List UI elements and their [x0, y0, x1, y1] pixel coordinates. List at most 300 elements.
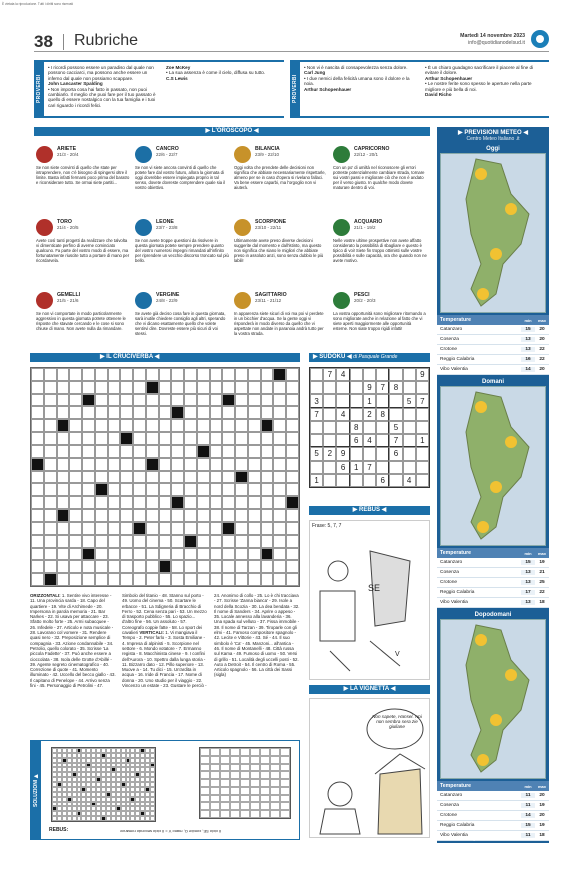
sudoku-cell[interactable] [336, 434, 349, 447]
crossword-cell[interactable] [197, 509, 210, 522]
sudoku-cell[interactable]: 1 [416, 434, 429, 447]
crossword-cell[interactable] [57, 522, 70, 535]
crossword-cell[interactable] [197, 458, 210, 471]
crossword-cell[interactable] [146, 471, 159, 484]
crossword-cell[interactable] [146, 560, 159, 573]
crossword-cell[interactable] [273, 548, 286, 561]
crossword-cell[interactable] [171, 509, 184, 522]
crossword-cell[interactable] [82, 368, 95, 381]
crossword-cell[interactable] [44, 406, 57, 419]
crossword-cell[interactable] [146, 368, 159, 381]
crossword-cell[interactable] [210, 548, 223, 561]
crossword-cell[interactable] [248, 471, 261, 484]
crossword-cell[interactable] [82, 445, 95, 458]
sudoku-cell[interactable]: 4 [363, 434, 376, 447]
crossword-cell[interactable] [146, 535, 159, 548]
sudoku-cell[interactable]: 6 [376, 474, 389, 487]
crossword-cell[interactable] [120, 496, 133, 509]
crossword-cell[interactable] [57, 496, 70, 509]
crossword-cell[interactable] [95, 509, 108, 522]
crossword-cell[interactable] [120, 458, 133, 471]
crossword-cell[interactable] [159, 509, 172, 522]
crossword-cell[interactable] [95, 471, 108, 484]
crossword-cell[interactable] [95, 381, 108, 394]
crossword-cell[interactable] [120, 381, 133, 394]
crossword-cell[interactable] [57, 548, 70, 561]
crossword-cell[interactable] [273, 573, 286, 586]
crossword-cell[interactable] [31, 419, 44, 432]
crossword-cell[interactable] [95, 483, 108, 496]
sudoku-cell[interactable] [416, 381, 429, 394]
crossword-cell[interactable] [44, 471, 57, 484]
crossword-cell[interactable] [69, 483, 82, 496]
crossword-cell[interactable] [222, 458, 235, 471]
crossword-cell[interactable] [210, 496, 223, 509]
crossword-cell[interactable] [197, 445, 210, 458]
crossword-cell[interactable] [197, 535, 210, 548]
crossword-cell[interactable] [120, 471, 133, 484]
crossword-cell[interactable] [235, 458, 248, 471]
sudoku-cell[interactable] [389, 408, 402, 421]
crossword-cell[interactable] [95, 445, 108, 458]
crossword-cell[interactable] [261, 432, 274, 445]
crossword-cell[interactable] [273, 471, 286, 484]
crossword-cell[interactable] [159, 419, 172, 432]
sudoku-cell[interactable] [336, 474, 349, 487]
crossword-cell[interactable] [69, 548, 82, 561]
sudoku-cell[interactable] [403, 434, 416, 447]
sudoku-cell[interactable]: 4 [403, 474, 416, 487]
crossword-cell[interactable] [261, 368, 274, 381]
crossword-cell[interactable] [261, 535, 274, 548]
crossword-cell[interactable] [184, 381, 197, 394]
crossword-cell[interactable] [108, 509, 121, 522]
crossword-cell[interactable] [95, 535, 108, 548]
crossword-cell[interactable] [286, 445, 299, 458]
crossword-cell[interactable] [273, 432, 286, 445]
sudoku-cell[interactable] [403, 461, 416, 474]
crossword-cell[interactable] [286, 548, 299, 561]
sudoku-cell[interactable]: 8 [376, 408, 389, 421]
crossword-cell[interactable] [210, 432, 223, 445]
crossword-cell[interactable] [222, 522, 235, 535]
crossword-cell[interactable] [69, 368, 82, 381]
crossword-cell[interactable] [248, 522, 261, 535]
sudoku-cell[interactable] [363, 447, 376, 460]
sudoku-cell[interactable] [336, 381, 349, 394]
crossword-cell[interactable] [235, 445, 248, 458]
crossword-cell[interactable] [286, 573, 299, 586]
crossword-cell[interactable] [222, 419, 235, 432]
crossword-cell[interactable] [57, 509, 70, 522]
crossword-cell[interactable] [184, 548, 197, 561]
crossword-cell[interactable] [146, 548, 159, 561]
sudoku-cell[interactable] [310, 368, 323, 381]
crossword-cell[interactable] [159, 573, 172, 586]
crossword-cell[interactable] [235, 419, 248, 432]
crossword-cell[interactable] [222, 560, 235, 573]
crossword-cell[interactable] [197, 394, 210, 407]
crossword-cell[interactable] [57, 381, 70, 394]
crossword-cell[interactable] [146, 458, 159, 471]
crossword-cell[interactable] [95, 432, 108, 445]
sudoku-cell[interactable]: 8 [350, 421, 363, 434]
crossword-cell[interactable] [171, 419, 184, 432]
sudoku-cell[interactable]: 7 [416, 394, 429, 407]
crossword-cell[interactable] [120, 432, 133, 445]
crossword-cell[interactable] [108, 483, 121, 496]
crossword-cell[interactable] [133, 496, 146, 509]
crossword-cell[interactable] [184, 394, 197, 407]
crossword-cell[interactable] [235, 381, 248, 394]
crossword-cell[interactable] [159, 458, 172, 471]
crossword-cell[interactable] [146, 573, 159, 586]
crossword-cell[interactable] [210, 419, 223, 432]
crossword-cell[interactable] [120, 548, 133, 561]
crossword-cell[interactable] [197, 406, 210, 419]
crossword-cell[interactable] [222, 445, 235, 458]
crossword-cell[interactable] [210, 445, 223, 458]
crossword-cell[interactable] [286, 394, 299, 407]
crossword-cell[interactable] [159, 496, 172, 509]
crossword-cell[interactable] [210, 458, 223, 471]
crossword-cell[interactable] [146, 394, 159, 407]
crossword-cell[interactable] [159, 483, 172, 496]
crossword-cell[interactable] [95, 394, 108, 407]
crossword-cell[interactable] [44, 368, 57, 381]
crossword-cell[interactable] [159, 445, 172, 458]
crossword-cell[interactable] [184, 496, 197, 509]
crossword-cell[interactable] [286, 432, 299, 445]
crossword-cell[interactable] [171, 496, 184, 509]
crossword-cell[interactable] [159, 432, 172, 445]
crossword-cell[interactable] [222, 471, 235, 484]
crossword-cell[interactable] [273, 445, 286, 458]
crossword-cell[interactable] [286, 522, 299, 535]
crossword-cell[interactable] [171, 471, 184, 484]
sudoku-cell[interactable] [323, 461, 336, 474]
crossword-cell[interactable] [69, 509, 82, 522]
crossword-cell[interactable] [82, 381, 95, 394]
sudoku-cell[interactable] [389, 474, 402, 487]
crossword-cell[interactable] [31, 406, 44, 419]
crossword-cell[interactable] [273, 535, 286, 548]
crossword-cell[interactable] [108, 406, 121, 419]
crossword-cell[interactable] [248, 509, 261, 522]
crossword-cell[interactable] [44, 573, 57, 586]
crossword-cell[interactable] [133, 471, 146, 484]
crossword-cell[interactable] [261, 381, 274, 394]
crossword-cell[interactable] [57, 419, 70, 432]
crossword-cell[interactable] [286, 368, 299, 381]
sudoku-cell[interactable] [376, 447, 389, 460]
header-email[interactable]: info@quotidianodelsud.it [468, 40, 525, 46]
crossword-cell[interactable] [261, 573, 274, 586]
sudoku-cell[interactable] [376, 394, 389, 407]
crossword-cell[interactable] [248, 483, 261, 496]
sudoku-cell[interactable] [416, 461, 429, 474]
sudoku-cell[interactable]: 5 [403, 394, 416, 407]
crossword-cell[interactable] [159, 471, 172, 484]
crossword-cell[interactable] [108, 458, 121, 471]
crossword-cell[interactable] [133, 535, 146, 548]
crossword-cell[interactable] [69, 522, 82, 535]
crossword-cell[interactable] [69, 381, 82, 394]
sudoku-cell[interactable] [403, 368, 416, 381]
crossword-cell[interactable] [235, 471, 248, 484]
crossword-grid[interactable] [30, 367, 300, 587]
crossword-cell[interactable] [146, 496, 159, 509]
crossword-cell[interactable] [261, 471, 274, 484]
crossword-cell[interactable] [184, 509, 197, 522]
crossword-cell[interactable] [235, 496, 248, 509]
crossword-cell[interactable] [261, 548, 274, 561]
crossword-cell[interactable] [222, 573, 235, 586]
crossword-cell[interactable] [273, 381, 286, 394]
crossword-cell[interactable] [31, 445, 44, 458]
crossword-cell[interactable] [159, 548, 172, 561]
crossword-cell[interactable] [273, 522, 286, 535]
crossword-cell[interactable] [159, 535, 172, 548]
crossword-cell[interactable] [235, 535, 248, 548]
sudoku-cell[interactable] [350, 408, 363, 421]
crossword-cell[interactable] [108, 573, 121, 586]
crossword-cell[interactable] [95, 548, 108, 561]
crossword-cell[interactable] [82, 458, 95, 471]
crossword-cell[interactable] [261, 560, 274, 573]
crossword-cell[interactable] [82, 394, 95, 407]
crossword-cell[interactable] [197, 560, 210, 573]
crossword-cell[interactable] [184, 458, 197, 471]
crossword-cell[interactable] [44, 432, 57, 445]
crossword-cell[interactable] [31, 496, 44, 509]
sudoku-cell[interactable] [363, 421, 376, 434]
sudoku-cell[interactable] [416, 474, 429, 487]
sudoku-cell[interactable] [323, 381, 336, 394]
sudoku-cell[interactable] [416, 421, 429, 434]
crossword-cell[interactable] [261, 419, 274, 432]
crossword-cell[interactable] [82, 535, 95, 548]
crossword-cell[interactable] [57, 471, 70, 484]
crossword-cell[interactable] [69, 535, 82, 548]
crossword-cell[interactable] [133, 394, 146, 407]
sudoku-cell[interactable] [323, 421, 336, 434]
crossword-cell[interactable] [133, 432, 146, 445]
sudoku-cell[interactable]: 7 [310, 408, 323, 421]
crossword-cell[interactable] [44, 496, 57, 509]
crossword-cell[interactable] [31, 471, 44, 484]
crossword-cell[interactable] [248, 419, 261, 432]
crossword-cell[interactable] [31, 522, 44, 535]
crossword-cell[interactable] [133, 419, 146, 432]
crossword-cell[interactable] [286, 406, 299, 419]
crossword-cell[interactable] [120, 509, 133, 522]
crossword-cell[interactable] [184, 471, 197, 484]
crossword-cell[interactable] [261, 483, 274, 496]
crossword-cell[interactable] [222, 496, 235, 509]
sudoku-cell[interactable] [403, 381, 416, 394]
crossword-cell[interactable] [69, 406, 82, 419]
crossword-cell[interactable] [171, 522, 184, 535]
sudoku-cell[interactable] [323, 394, 336, 407]
crossword-cell[interactable] [108, 535, 121, 548]
crossword-cell[interactable] [146, 419, 159, 432]
crossword-cell[interactable] [133, 381, 146, 394]
crossword-cell[interactable] [184, 483, 197, 496]
sudoku-cell[interactable]: 1 [363, 394, 376, 407]
sudoku-cell[interactable]: 7 [389, 434, 402, 447]
crossword-cell[interactable] [171, 535, 184, 548]
crossword-cell[interactable] [69, 496, 82, 509]
crossword-cell[interactable] [108, 471, 121, 484]
crossword-cell[interactable] [108, 432, 121, 445]
crossword-cell[interactable] [31, 381, 44, 394]
crossword-cell[interactable] [210, 560, 223, 573]
sudoku-cell[interactable]: 4 [336, 368, 349, 381]
crossword-cell[interactable] [57, 406, 70, 419]
crossword-cell[interactable] [184, 573, 197, 586]
crossword-cell[interactable] [171, 560, 184, 573]
crossword-cell[interactable] [273, 509, 286, 522]
crossword-cell[interactable] [95, 406, 108, 419]
sudoku-cell[interactable] [323, 434, 336, 447]
crossword-cell[interactable] [171, 406, 184, 419]
sudoku-cell[interactable] [403, 421, 416, 434]
crossword-cell[interactable] [44, 483, 57, 496]
crossword-cell[interactable] [133, 445, 146, 458]
crossword-cell[interactable] [120, 419, 133, 432]
sudoku-cell[interactable]: 5 [389, 421, 402, 434]
sudoku-cell[interactable] [350, 381, 363, 394]
crossword-cell[interactable] [235, 548, 248, 561]
crossword-cell[interactable] [171, 483, 184, 496]
crossword-cell[interactable] [146, 522, 159, 535]
crossword-cell[interactable] [261, 496, 274, 509]
crossword-cell[interactable] [120, 368, 133, 381]
sudoku-cell[interactable] [403, 408, 416, 421]
crossword-cell[interactable] [69, 560, 82, 573]
crossword-cell[interactable] [120, 560, 133, 573]
crossword-cell[interactable] [44, 548, 57, 561]
sudoku-cell[interactable] [363, 368, 376, 381]
crossword-cell[interactable] [108, 522, 121, 535]
crossword-cell[interactable] [95, 496, 108, 509]
crossword-cell[interactable] [197, 471, 210, 484]
crossword-cell[interactable] [235, 432, 248, 445]
sudoku-cell[interactable] [336, 394, 349, 407]
crossword-cell[interactable] [146, 432, 159, 445]
crossword-cell[interactable] [159, 368, 172, 381]
sudoku-cell[interactable]: 7 [323, 368, 336, 381]
crossword-cell[interactable] [159, 522, 172, 535]
crossword-cell[interactable] [95, 573, 108, 586]
crossword-cell[interactable] [57, 368, 70, 381]
crossword-cell[interactable] [82, 432, 95, 445]
crossword-cell[interactable] [159, 394, 172, 407]
crossword-cell[interactable] [222, 509, 235, 522]
crossword-cell[interactable] [69, 432, 82, 445]
crossword-cell[interactable] [197, 496, 210, 509]
crossword-cell[interactable] [44, 560, 57, 573]
crossword-cell[interactable] [44, 381, 57, 394]
crossword-cell[interactable] [95, 419, 108, 432]
crossword-cell[interactable] [133, 368, 146, 381]
crossword-cell[interactable] [261, 522, 274, 535]
crossword-cell[interactable] [235, 560, 248, 573]
sudoku-cell[interactable] [323, 408, 336, 421]
crossword-cell[interactable] [57, 560, 70, 573]
crossword-cell[interactable] [184, 368, 197, 381]
sudoku-cell[interactable] [416, 447, 429, 460]
crossword-cell[interactable] [273, 496, 286, 509]
crossword-cell[interactable] [286, 419, 299, 432]
crossword-cell[interactable] [31, 432, 44, 445]
crossword-cell[interactable] [82, 560, 95, 573]
crossword-cell[interactable] [159, 406, 172, 419]
crossword-cell[interactable] [120, 573, 133, 586]
crossword-cell[interactable] [286, 458, 299, 471]
sudoku-cell[interactable] [350, 394, 363, 407]
crossword-cell[interactable] [108, 496, 121, 509]
crossword-cell[interactable] [108, 445, 121, 458]
crossword-cell[interactable] [261, 406, 274, 419]
crossword-cell[interactable] [273, 560, 286, 573]
crossword-cell[interactable] [69, 419, 82, 432]
crossword-cell[interactable] [82, 406, 95, 419]
sudoku-cell[interactable]: 8 [389, 381, 402, 394]
crossword-cell[interactable] [184, 445, 197, 458]
crossword-cell[interactable] [57, 483, 70, 496]
sudoku-cell[interactable] [336, 421, 349, 434]
crossword-cell[interactable] [248, 432, 261, 445]
crossword-cell[interactable] [197, 368, 210, 381]
crossword-cell[interactable] [159, 381, 172, 394]
crossword-cell[interactable] [120, 483, 133, 496]
crossword-cell[interactable] [133, 560, 146, 573]
crossword-cell[interactable] [286, 483, 299, 496]
crossword-cell[interactable] [273, 458, 286, 471]
crossword-cell[interactable] [171, 368, 184, 381]
crossword-cell[interactable] [146, 381, 159, 394]
crossword-cell[interactable] [44, 445, 57, 458]
crossword-cell[interactable] [108, 560, 121, 573]
crossword-cell[interactable] [82, 509, 95, 522]
crossword-cell[interactable] [95, 458, 108, 471]
crossword-cell[interactable] [235, 368, 248, 381]
crossword-cell[interactable] [171, 548, 184, 561]
crossword-cell[interactable] [210, 483, 223, 496]
crossword-cell[interactable] [273, 483, 286, 496]
crossword-cell[interactable] [146, 406, 159, 419]
crossword-cell[interactable] [210, 522, 223, 535]
sudoku-cell[interactable] [310, 381, 323, 394]
crossword-cell[interactable] [171, 445, 184, 458]
crossword-cell[interactable] [248, 445, 261, 458]
sudoku-cell[interactable]: 7 [376, 381, 389, 394]
crossword-cell[interactable] [57, 432, 70, 445]
sudoku-cell[interactable] [350, 447, 363, 460]
crossword-cell[interactable] [235, 509, 248, 522]
crossword-cell[interactable] [31, 368, 44, 381]
crossword-cell[interactable] [44, 419, 57, 432]
crossword-cell[interactable] [82, 496, 95, 509]
crossword-cell[interactable] [69, 573, 82, 586]
crossword-cell[interactable] [57, 458, 70, 471]
sudoku-cell[interactable] [350, 474, 363, 487]
sudoku-cell[interactable]: 9 [416, 368, 429, 381]
sudoku-cell[interactable] [389, 394, 402, 407]
crossword-cell[interactable] [273, 406, 286, 419]
